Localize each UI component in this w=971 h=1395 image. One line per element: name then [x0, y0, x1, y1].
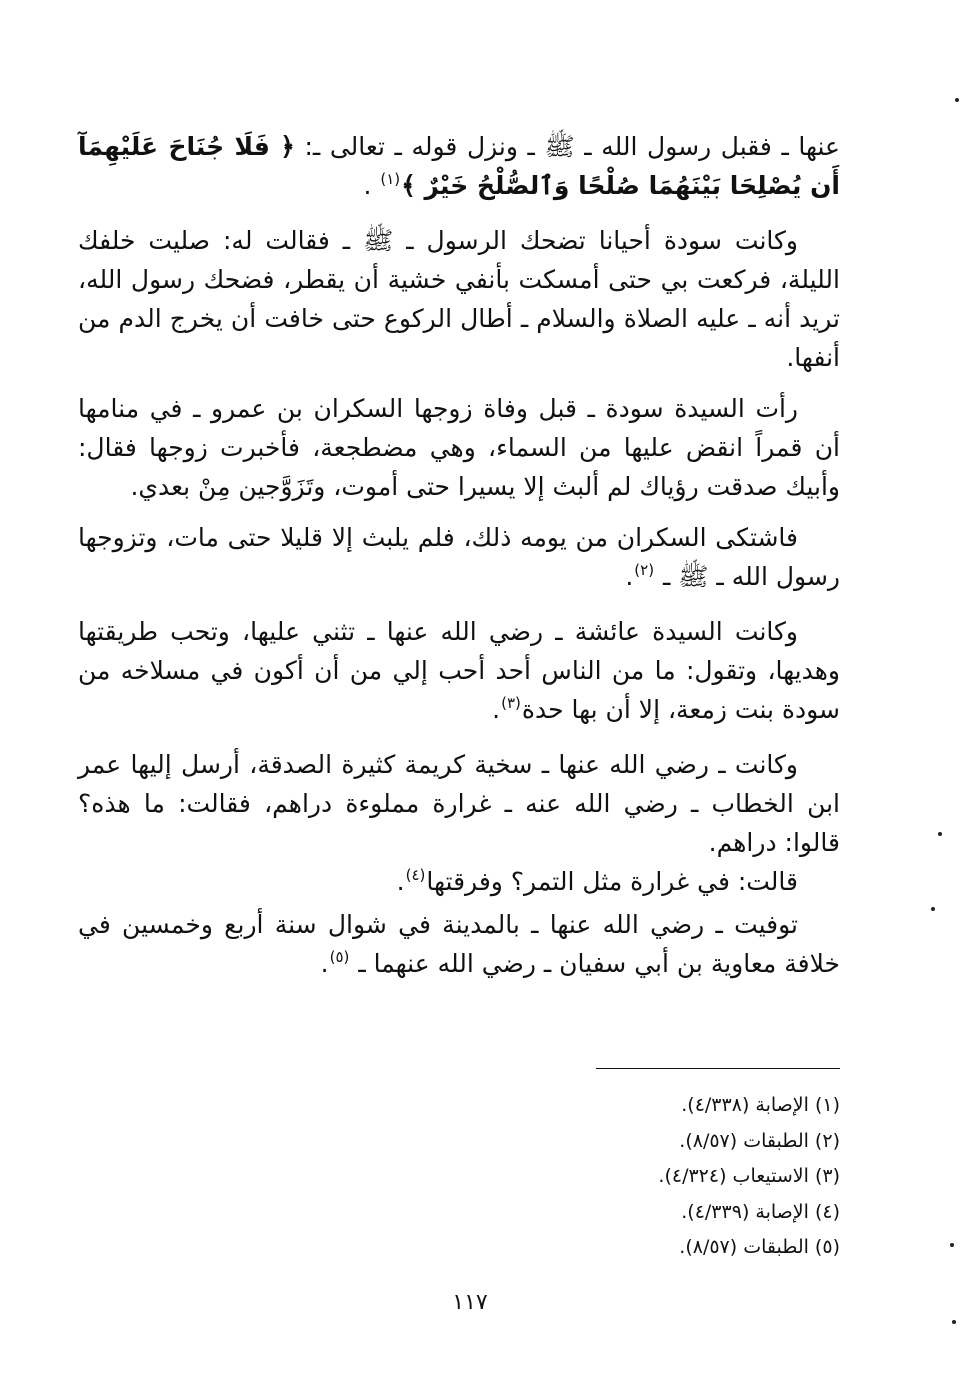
- scan-speck: [938, 832, 942, 836]
- paragraph-6: وكانت ـ رضي الله عنها ـ سخية كريمة كثيرة الصدقة، أرسل إليها عمر ابن الخطاب ـ رضي الله عنه ـ غرارة مملوءة دراهم، فقالت: ما هذه؟ قالوا: دراهم.: [78, 750, 840, 857]
- quran-verse: ﴿ فَلَا جُنَاحَ عَلَيْهِمَآ أَن يُصْلِحَا بَيْنَهُمَا صُلْحًا وَٱلصُّلْحُ خَيْرٌ ﴾: [78, 132, 840, 200]
- paragraph-8-text: توفيت ـ رضي الله عنها ـ بالمدينة في شوال سنة أربع وخمسين في خلافة معاوية بن أبي سفيان ـ رضي الله عنهما ـ: [78, 910, 840, 978]
- paragraph-8: [78, 905, 840, 987]
- footnote-3: (٣) الاستيعاب (٤/٣٢٤).: [658, 1165, 840, 1187]
- paragraph-1: [78, 127, 840, 209]
- paragraph-4-text: فاشتكى السكران من يومه ذلك، فلم يلبث إلا قليلا حتى مات، وتزوجها رسول الله ـ ﷺ ـ: [78, 523, 840, 591]
- paragraph-1-text: عنها ـ فقبل رسول الله ـ ﷺ ـ ونزل قوله ـ تعالى ـ:: [294, 132, 840, 161]
- footnote-5: (٥) الطبقات (٨/٥٧).: [679, 1236, 840, 1258]
- paragraph-7: [78, 862, 840, 905]
- footnotes: [560, 1088, 840, 1266]
- footnote-1: (١) الإصابة (٤/٣٣٨).: [681, 1094, 840, 1116]
- footnote-divider: [596, 1068, 840, 1069]
- paragraph-5-end: .: [492, 695, 501, 724]
- footnote-ref-2: (٢): [634, 561, 655, 579]
- paragraph-8-end: .: [320, 949, 329, 978]
- footnote-ref-5: (٥): [329, 948, 350, 966]
- footnote-4: (٤) الإصابة (٤/٣٣٩).: [681, 1200, 840, 1223]
- paragraph-4: [78, 518, 840, 600]
- paragraph-7-end: .: [396, 867, 405, 896]
- footnote-2: (٢) الطبقات (٨/٥٧).: [679, 1129, 840, 1152]
- paragraph-5-text: وكانت السيدة عائشة ـ رضي الله عنها ـ تثني عليها، وتحب طريقتها وهديها، وتقول: ما من الناس أحد أحب إلي من أن أكون في مسلاخه من سودة بنت زمعة، إلا أن بها حدة: [78, 617, 840, 724]
- footnote-ref-3: (٣): [501, 694, 521, 712]
- footnote-ref-4: (٤): [405, 866, 426, 884]
- scan-speck: [952, 1320, 956, 1324]
- page-number: ١١٧: [452, 1290, 488, 1315]
- paragraph-4-end: .: [625, 562, 634, 591]
- scan-speck: [955, 98, 959, 102]
- paragraph-1-end: .: [363, 171, 380, 200]
- paragraph-3: رأت السيدة سودة ـ قبل وفاة زوجها السكران بن عمرو ـ في منامها أن قمراً انقض عليها من السماء، وهي مضطجعة، فأخبرت زوجها فقال: وأبيك صدقت رؤياك لم ألبث إلا يسيرا حتى أموت، وتَزَوَّجين مِنْ بعدي.: [78, 394, 840, 501]
- scan-speck: [931, 907, 935, 911]
- paragraph-7-text: قالت: في غرارة مثل التمر؟ وفرقتها: [426, 867, 798, 896]
- paragraph-2: وكانت سودة أحيانا تضحك الرسول ـ ﷺ ـ فقالت له: صليت خلفك الليلة، فركعت بي حتى أمسكت بأنفي خشية أن يقطر، فضحك رسول الله، تريد أنه ـ عليه الصلاة والسلام ـ أطال الركوع حتى خافت أن يخرج الدم من أنفها.: [78, 226, 840, 372]
- main-text: [78, 127, 840, 999]
- scan-speck: [950, 1243, 954, 1247]
- footnote-ref-1: (١): [380, 170, 401, 188]
- paragraph-5: [78, 612, 840, 733]
